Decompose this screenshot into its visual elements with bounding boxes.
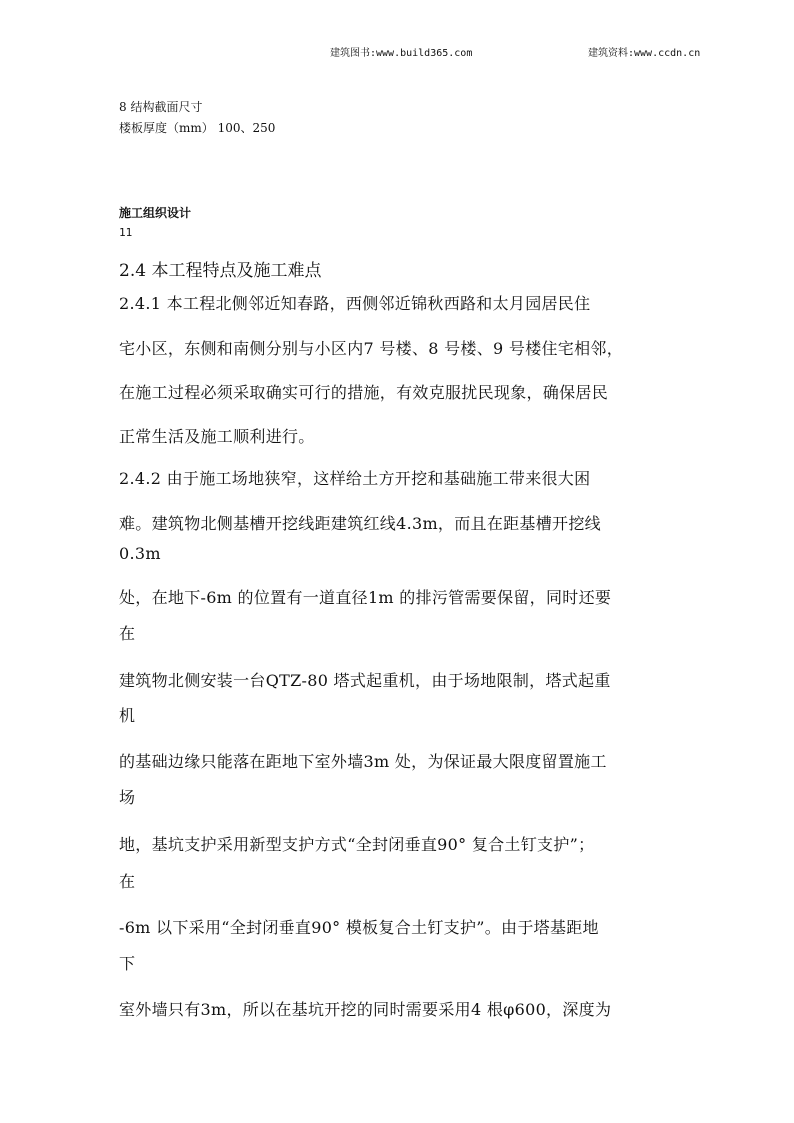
body-line: 0.3m — [119, 544, 161, 563]
body-line: 地，基坑支护采用新型支护方式“全封闭垂直90° 复合土钉支护”； — [119, 835, 595, 854]
body-line: 机 — [119, 706, 136, 725]
header-right-link[interactable]: 建筑资料:www.ccdn.cn — [588, 48, 701, 59]
body-line: 建筑物北侧安装一台QTZ-80 塔式起重机，由于场地限制，塔式起重 — [119, 671, 611, 690]
page-number: 11 — [119, 226, 133, 239]
body-line: 正常生活及施工顺利进行。 — [119, 427, 315, 446]
body-line: 室外墙只有3m，所以在基坑开挖的同时需要采用4 根φ600，深度为 — [119, 1000, 612, 1019]
body-line: 在 — [119, 872, 136, 891]
body-line: 处，在地下-6m 的位置有一道直径1m 的排污管需要保留，同时还要 — [119, 588, 612, 607]
body-line: 下 — [119, 954, 136, 973]
slab-thickness-line: 楼板厚度（mm） 100、250 — [119, 121, 276, 135]
body-line: 场 — [119, 788, 136, 807]
section-8-title: 8 结构截面尺寸 — [119, 100, 203, 114]
body-line: 在 — [119, 624, 136, 643]
body-line: 的基础边缘只能落在距地下室外墙3m 处，为保证最大限度留置施工 — [119, 752, 607, 771]
doc-label: 施工组织设计 — [119, 206, 192, 220]
section-heading: 2.4 本工程特点及施工难点 — [119, 261, 322, 281]
header-left-link[interactable]: 建筑图书:www.build365.com — [330, 48, 473, 59]
body-line: 2.4.2 由于施工场地狭窄，这样给土方开挖和基础施工带来很大困 — [119, 469, 591, 488]
body-line: 难。建筑物北侧基槽开挖线距建筑红线4.3m，而且在距基槽开挖线 — [119, 514, 601, 533]
body-line: 2.4.1 本工程北侧邻近知春路，西侧邻近锦秋西路和太月园居民住 — [119, 294, 591, 313]
body-line: -6m 以下采用“全封闭垂直90° 模板复合土钉支护”。由于塔基距地 — [119, 918, 599, 937]
body-line: 在施工过程必须采取确实可行的措施，有效克服扰民现象，确保居民 — [119, 383, 609, 402]
body-line: 宅小区，东侧和南侧分别与小区内7 号楼、8 号楼、9 号楼住宅相邻， — [119, 339, 623, 358]
